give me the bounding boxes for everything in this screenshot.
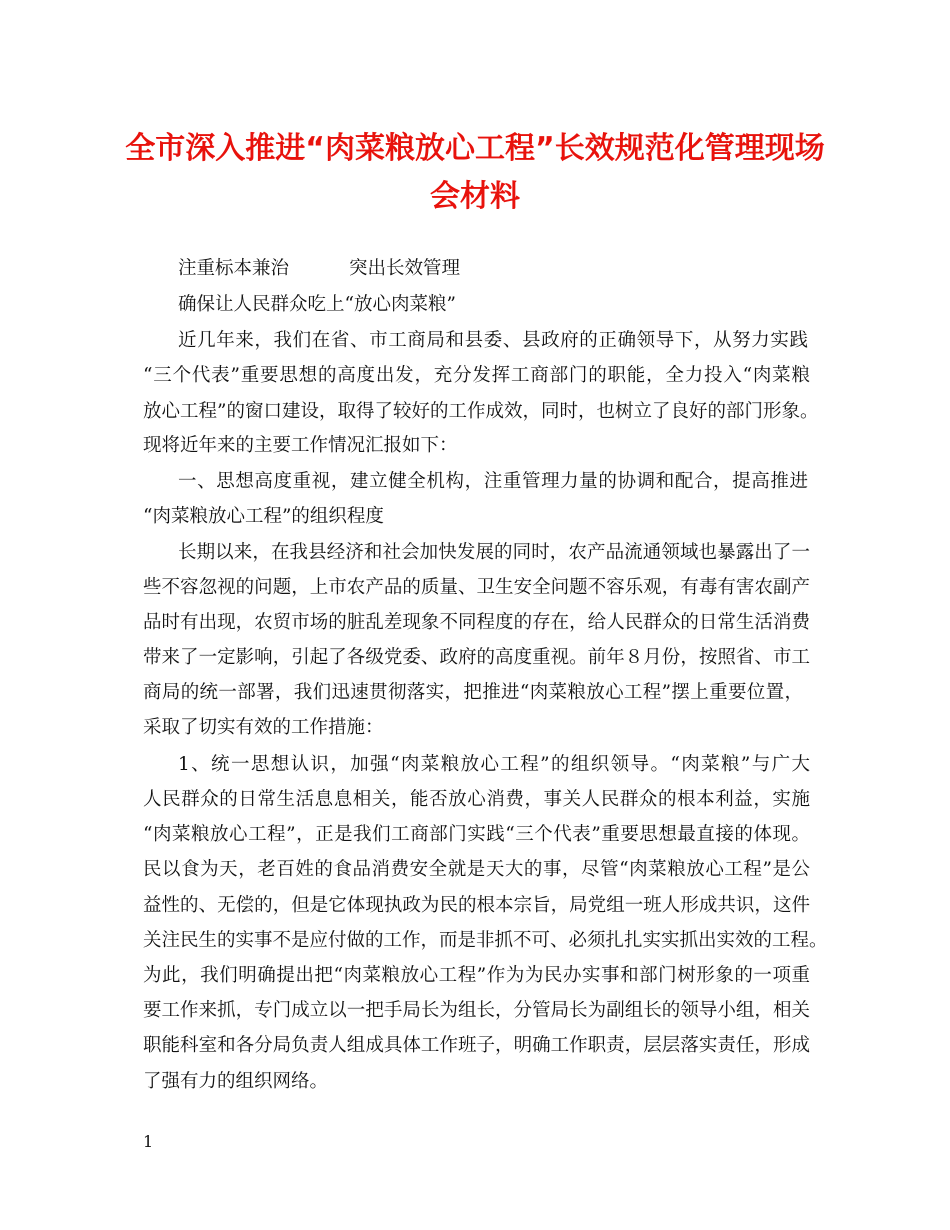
body-line: “三个代表”重要思想的高度出发，充分发挥工商部门的职能，全力投入“肉菜粮	[143, 365, 810, 386]
page-number: 1	[143, 1132, 154, 1151]
body-line: 些不容忽视的问题，上市农产品的质量、卫生安全问题不容乐观，有毒有害农副产	[143, 577, 810, 598]
subtitle-part-2: 突出长效管理	[349, 258, 461, 279]
section-heading-line: 一、思想高度重视，建立健全机构，注重管理力量的协调和配合，提高推进	[178, 471, 808, 492]
body-line: 采取了切实有效的工作措施：	[143, 717, 384, 738]
body-line: 长期以来，在我县经济和社会加快发展的同时，农产品流通领域也暴露出了一	[178, 542, 810, 563]
document-title-line-1: 全市深入推进“肉菜粮放心工程”长效规范化管理现场	[125, 131, 825, 166]
body-line: 品时有出现，农贸市场的脏乱差现象不同程度的存在，给人民群众的日常生活消费	[143, 612, 810, 633]
body-line: 要工作来抓，专门成立以一把手局长为组长，分管局长为副组长的领导小组，相关	[143, 1000, 810, 1021]
subtitle-line-2: 确保让人民群众吃上“放心肉菜粮”	[178, 294, 456, 315]
body-line: 带来了一定影响，引起了各级党委、政府的高度重视。前年８月份，按照省、市工	[143, 647, 810, 668]
document-title-line-2: 会材料	[430, 179, 520, 214]
section-heading-line: “肉菜粮放心工程”的组织程度	[143, 506, 384, 527]
subtitle-part-1: 注重标本兼治	[178, 258, 290, 279]
body-line: 人民群众的日常生活息息相关，能否放心消费，事关人民群众的根本利益，实施	[143, 789, 810, 810]
body-line: 益性的、无偿的，但是它体现执政为民的根本宗旨，局党组一班人形成共识，这件	[143, 895, 810, 916]
body-line: 了强有力的组织网络。	[143, 1071, 329, 1092]
body-line: 1、统一思想认识，加强“肉菜粮放心工程”的组织领导。“肉菜粮”与广大	[178, 754, 810, 775]
body-line: 为此，我们明确提出把“肉菜粮放心工程”作为为民办实事和部门树形象的一项重	[143, 965, 810, 986]
body-line: “肉菜粮放心工程”，正是我们工商部门实践“三个代表”重要思想最直接的体现。	[143, 824, 810, 845]
body-line: 商局的统一部署，我们迅速贯彻落实，把推进“肉菜粮放心工程”摆上重要位置，	[143, 682, 803, 703]
body-line: 民以食为天，老百姓的食品消费安全就是天大的事，尽管“肉菜粮放心工程”是公	[143, 859, 810, 880]
body-line: 职能科室和各分局负责人组成具体工作班子，明确工作职责，层层落实责任，形成	[143, 1035, 810, 1056]
body-line: 关注民生的实事不是应付做的工作，而是非抓不可、必须扎扎实实抓出实效的工程。	[143, 930, 828, 951]
body-line: 放心工程”的窗口建设，取得了较好的工作成效，同时，也树立了良好的部门形象。	[143, 401, 819, 422]
body-line: 现将近年来的主要工作情况汇报如下：	[143, 435, 458, 456]
subtitle-line-1	[178, 254, 460, 284]
body-line: 近几年来，我们在省、市工商局和县委、县政府的正确领导下，从努力实践	[178, 330, 808, 351]
